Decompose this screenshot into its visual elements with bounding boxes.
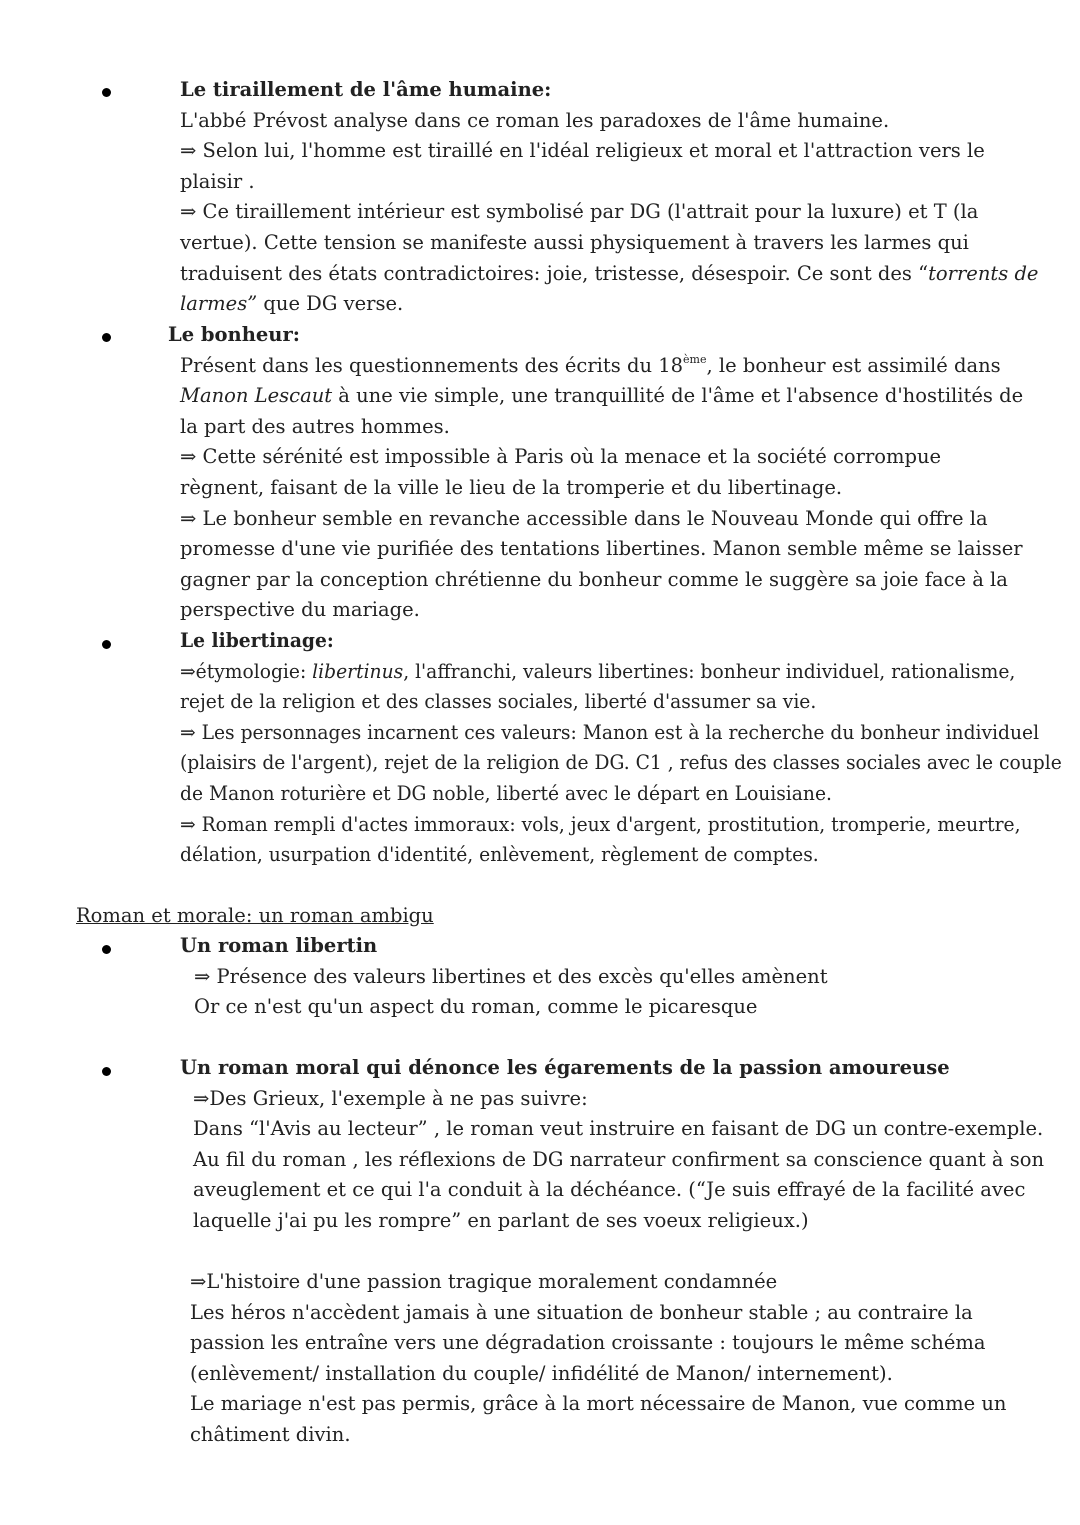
section-libertin — [194, 962, 828, 1023]
text-line: ⇒ Présence des valeurs libertines et des excès qu'elles amènent — [194, 964, 828, 988]
heading-bonheur-wrap — [168, 320, 300, 351]
section-title-wrap — [76, 901, 434, 932]
text-span: ⇒étymologie: — [180, 659, 313, 683]
text-line: gagner par la conception chrétienne du bonheur comme le suggère sa joie face à la — [180, 567, 1008, 591]
text-line: passion les entraîne vers une dégradation croissante : toujours le même schéma — [190, 1331, 986, 1355]
heading-moral-wrap — [180, 1053, 950, 1084]
heading-roman-moral: Un roman moral qui dénonce les égarements de la passion amoureuse — [180, 1056, 950, 1079]
italic-quote: torrents de — [928, 261, 1039, 285]
text-line: ⇒ Ce tiraillement intérieur est symbolisé par DG (l'attrait pour la luxure) et T (la — [180, 200, 979, 224]
heading-bonheur: Le bonheur: — [168, 323, 300, 346]
text-line: Le mariage n'est pas permis, grâce à la mort nécessaire de Manon, vue comme un — [190, 1392, 1007, 1416]
text-line: ⇒ Roman rempli d'actes immoraux: vols, jeux d'argent, prostitution, tromperie, meurtre, — [180, 812, 1021, 836]
text-line: ⇒L'histoire d'une passion tragique moralement condamnée — [190, 1270, 778, 1293]
text-line: Les héros n'accèdent jamais à une situation de bonheur stable ; au contraire la — [190, 1300, 973, 1324]
heading-roman-libertin: Un roman libertin — [180, 934, 378, 957]
text-line: ⇒Des Grieux, l'exemple à ne pas suivre: — [193, 1086, 588, 1110]
italic-quote: larmes” — [180, 292, 258, 316]
text-line: (plaisirs de l'argent), rejet de la religion de DG. C1 , refus des classes sociales avec le couple — [180, 751, 1062, 775]
text-line: L'abbé Prévost analyse dans ce roman les paradoxes de l'âme humaine. — [180, 108, 890, 132]
bullet-icon — [102, 640, 111, 649]
text-line — [180, 351, 1023, 382]
text-line — [180, 289, 1038, 320]
superscript: ème — [683, 352, 707, 366]
heading-libertinage: Le libertinage: — [180, 629, 334, 652]
text-line: ⇒ Les personnages incarnent ces valeurs: Manon est à la recherche du bonheur individuel — [180, 720, 1040, 744]
text-line: plaisir . — [180, 169, 255, 193]
book-title: Manon Lescaut — [180, 384, 333, 408]
text-line: délation, usurpation d'identité, enlèvement, règlement de comptes. — [180, 843, 819, 867]
text-line: règnent, faisant de la ville le lieu de la tromperie et du libertinage. — [180, 475, 843, 499]
text-line: Au fil du roman , les réflexions de DG narrateur confirment sa conscience quant à son — [193, 1147, 1045, 1171]
section-tiraillement — [180, 75, 1038, 320]
text-line: ⇒ Cette sérénité est impossible à Paris où la menace et la société corrompue — [180, 445, 942, 469]
bullet-icon — [102, 88, 111, 97]
text-line: (enlèvement/ installation du couple/ infidélité de Manon/ internement). — [190, 1361, 893, 1385]
section-moral — [193, 1084, 1044, 1237]
text-line: ⇒ Le bonheur semble en revanche accessible dans le Nouveau Monde qui offre la — [180, 506, 988, 530]
text-line: la part des autres hommes. — [180, 414, 450, 438]
text-line: Dans “l'Avis au lecteur” , le roman veut instruire en faisant de DG un contre-exemple. — [193, 1117, 1044, 1141]
section-bonheur — [180, 351, 1023, 626]
bullet-icon — [102, 1067, 111, 1076]
section-moral-2 — [190, 1267, 1006, 1451]
text-line: vertue). Cette tension se manifeste aussi physiquement à travers les larmes qui — [180, 230, 969, 254]
text-span: , l'affranchi, valeurs libertines: bonheur individuel, rationalisme, — [403, 659, 1016, 683]
bullet-icon — [102, 945, 111, 954]
text-line — [180, 381, 1023, 412]
text-line: rejet de la religion et des classes sociales, liberté d'assumer sa vie. — [180, 690, 817, 714]
heading-tiraillement: Le tiraillement de l'âme humaine: — [180, 78, 552, 101]
section-libertinage — [180, 626, 1080, 871]
text-line: ⇒ Selon lui, l'homme est tiraillé en l'idéal religieux et moral et l'attraction vers le — [180, 139, 985, 163]
text-span: traduisent des états contradictoires: joie, tristesse, désespoir. Ce sont des “ — [180, 261, 929, 285]
text-span: que DG verse. — [257, 292, 404, 316]
text-line: de Manon roturière et DG noble, liberté avec le départ en Louisiane. — [180, 781, 832, 805]
section-title: Roman et morale: un roman ambigu — [76, 904, 434, 927]
text-line: laquelle j'ai pu les rompre” en parlant de ses voeux religieux.) — [193, 1208, 809, 1232]
text-span: , le bonheur est assimilé dans — [706, 353, 1001, 377]
text-line: promesse d'une vie purifiée des tentations libertines. Manon semble même se laisser — [180, 537, 1023, 561]
text-line: Or ce n'est qu'un aspect du roman, comme le picaresque — [194, 995, 758, 1019]
text-line — [180, 259, 1038, 290]
text-line: châtiment divin. — [190, 1422, 351, 1446]
italic-word: libertinus — [312, 659, 404, 683]
text-line — [180, 657, 1062, 688]
text-span: à une vie simple, une tranquillité de l'âme et l'absence d'hostilités de — [332, 384, 1024, 408]
text-span: Présent dans les questionnements des écrits du 18 — [180, 353, 684, 377]
text-line: perspective du mariage. — [180, 598, 420, 622]
heading-libertin-wrap — [180, 931, 377, 962]
text-line: aveuglement et ce qui l'a conduit à la déchéance. (“Je suis effrayé de la facilité avec — [193, 1178, 1026, 1202]
bullet-icon — [102, 333, 111, 342]
